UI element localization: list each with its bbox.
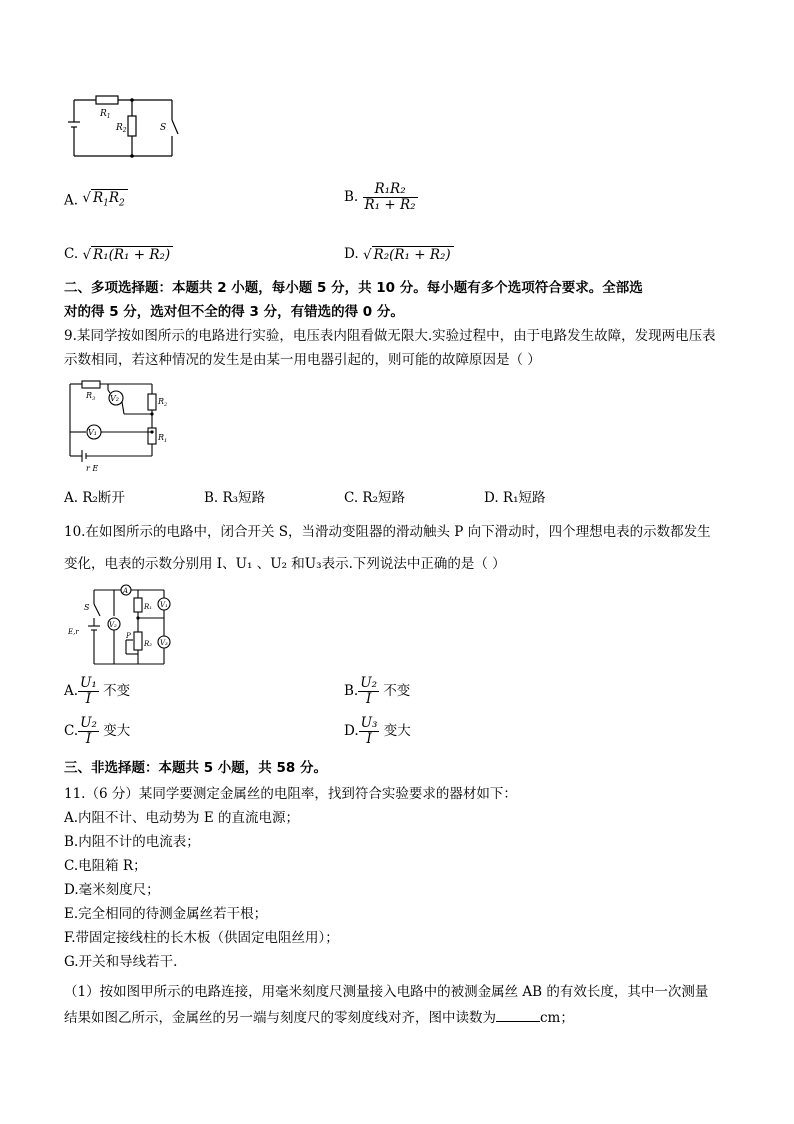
svg-text:R₁: R₁ [144,603,153,611]
section2-heading-line2: 对的得 5 分，选对但不全的得 3 分，有错选的得 0 分。 [64,304,404,320]
q11-item: D.毫米刻度尺； [64,882,160,898]
q8-option-c[interactable]: C. √ R₁(R₁ + R₂) [64,244,173,265]
section2-heading-line1: 二、多项选择题：本题共 2 小题，每小题 5 分，共 10 分。每小题有多个选项符合要求。全部选 [64,280,643,296]
q10-option-d[interactable]: D. $\frac{\text{U₃}}{I}$ 变大 [344,715,411,747]
svg-text:r E: r E [86,464,99,472]
circuit-diagram-q8 [66,92,186,164]
label-r2: $R_2$ [116,123,127,134]
q10-text-line1: 10.在如图所示的电路中，闭合开关 S，当滑动变阻器的滑动触头 P 向下滑动时，四个理想电表的示数都发生 [64,524,711,540]
q11-item: A.内阻不计、电动势为 E 的直流电源； [64,810,299,826]
svg-text:R3: $R_3$ [86,391,96,402]
q9-option-c[interactable]: C. R₂短路 [344,490,406,506]
q8-option-a[interactable]: A. √ $R_1R_2$ [64,188,128,214]
svg-text:V₂: V₂ [110,394,119,403]
q11-item: G.开关和导线若干. [64,954,178,970]
q9-option-b[interactable]: B. R₃短路 [204,490,266,506]
section3-heading: 三、非选择题：本题共 5 小题，共 58 分。 [64,760,327,776]
q9-text-line2: 示数相同，若这种情况的发生是由某一用电器引起的，则可能的故障原因是（ ） [64,352,541,368]
svg-text:V₃: V₃ [160,639,168,647]
svg-text:A: A [123,587,129,595]
q10-option-a[interactable]: A. $\frac{\text{U₁}}{I}$ 不变 [64,675,131,707]
q10-option-c[interactable]: C. $\frac{\text{U₂}}{I}$ 变大 [64,715,131,747]
q11-part1-line2: 结果如图乙所示，金属丝的另一端与刻度尺的零刻度线对齐，图中读数为 cm； [64,1010,574,1026]
q9-text-line1: 9.某同学按如图所示的电路进行实验，电压表内阻看做无限大.实验过程中，由于电路发生故障，发现两电压表 [64,328,716,344]
svg-text:V₂: V₂ [109,621,117,629]
q11-part1-line1: （1）按如图甲所示的电路连接，用毫米刻度尺测量接入电路中的被测金属丝 AB 的有效长度，其中一次测量 [64,984,709,1000]
svg-text:E,r: E,r [68,628,79,636]
q11-item: F.带固定接线柱的长木板（供固定电阻丝用）； [64,930,339,946]
label-r1: $R_1$ [100,109,111,120]
q10-text-line2: 变化，电表的示数分别用 I、U₁ 、U₂ 和U₃表示.下列说法中正确的是（ ） [64,556,506,572]
q11-item: E.完全相同的待测金属丝若干根； [64,906,268,922]
sqrt-expression: √ $R_1R_2$ [82,188,127,214]
svg-text:V₁: V₁ [88,428,97,437]
q8-option-d[interactable]: D. √ R₂(R₁ + R₂) [344,244,454,265]
q9-option-a[interactable]: A. R₂断开 [64,490,125,506]
circuit-diagram-q9 [64,376,174,472]
label-s: S [160,123,167,133]
svg-text:V₁: V₁ [160,601,168,609]
q11-item: C.电阻箱 R； [64,858,147,874]
answer-blank[interactable] [496,1008,540,1022]
svg-text:S: S [84,603,90,612]
q9-option-d[interactable]: D. R₁短路 [484,490,546,506]
svg-text:R1: $R_1$ [158,433,168,444]
circuit-diagram-q10 [64,582,184,670]
svg-text:R2: $R_2$ [158,397,168,408]
q11-intro: 11.（6 分）某同学要测定金属丝的电阻率，找到符合实验要求的器材如下： [64,786,517,802]
svg-text:R₂: R₂ [144,640,153,648]
svg-text:P: P [126,632,131,640]
q8-option-b[interactable]: B. $\frac{\text{R₁R₂}}{\text{R₁ + R₂}}$ [344,181,416,213]
fraction: $\frac{\text{R₁R₂}}{\text{R₁ + R₂}}$ [364,181,416,213]
q11-item: B.内阻不计的电流表； [64,834,200,850]
q10-option-b[interactable]: B. $\frac{\text{U₂}}{I}$ 不变 [344,675,411,707]
